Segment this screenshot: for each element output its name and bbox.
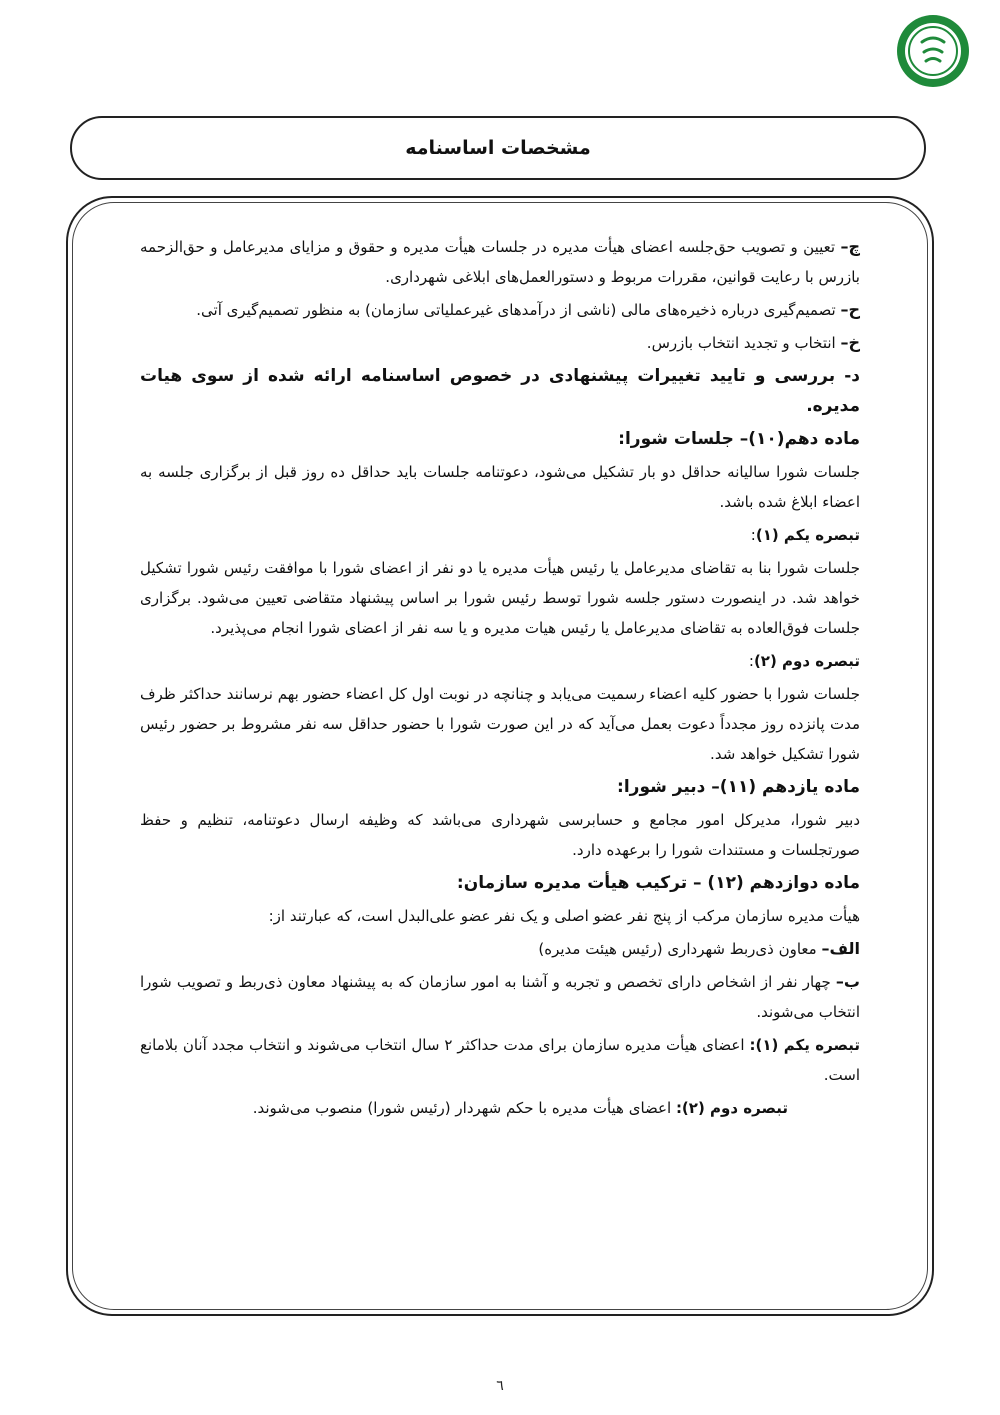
article-12-note-2-lead: تبصره دوم (۲): xyxy=(675,1099,788,1117)
article-11-heading: ماده یازدهم (۱۱)– دبیر شورا: xyxy=(617,777,860,797)
clause-che-lead: چ– xyxy=(840,237,860,256)
clause-dal: د- بررسی و تایید تغییرات پیشنهادی در خصوص اساسنامه ارائه شده از سوی هیات مدیره. xyxy=(140,366,860,416)
item-be xyxy=(140,967,860,1027)
article-12-text: هیأت مدیره سازمان مرکب از پنج نفر عضو اصلی و یک نفر عضو علی‌البدل است، که عبارتند از: xyxy=(268,907,860,925)
note-1-suffix: : xyxy=(750,526,756,544)
clause-che xyxy=(140,232,860,292)
item-alef-text: معاون ذی‌ربط شهرداری (رئیس هیئت مدیره) xyxy=(538,940,822,958)
article-12-note-1 xyxy=(140,1030,860,1090)
article-12-note-1-lead: تبصره یکم (۱): xyxy=(749,1036,861,1054)
municipality-logo-icon xyxy=(894,12,972,90)
item-be-lead: ب– xyxy=(835,972,860,991)
item-alef-lead: الف– xyxy=(821,939,860,958)
note-1-heading xyxy=(140,520,860,550)
clause-che-text: تعیین و تصویب حق‌جلسه اعضای هیأت مدیره در جلسات هیأت مدیره و حقوق و مزایای مدیرعامل و حق‌الزحمه بازرس با رعایت قوانین، مقررات مربوط و دستورالعمل‌های ابلاغی شهرداری. xyxy=(140,238,860,286)
note-1-label: تبصره یکم (۱) xyxy=(755,526,860,544)
article-10-text: جلسات شورا سالیانه حداقل دو بار تشکیل می‌شود، دعوتنامه جلسات باید حداقل ده روز قبل از برگزاری جلسه به اعضاء ابلاغ شده باشد. xyxy=(140,463,860,511)
note-2-text: جلسات شورا با حضور کلیه اعضاء رسمیت می‌یابد و چنانچه در نوبت اول کل اعضاء حضور بهم نرسانند حداکثر ظرف مدت پانزده روز مجدداً دعوت بعمل می‌آید که در این صورت شورا با حضور حداقل سه نفر مشروط بر حضور رئیس شورا تشکیل خواهد شد. xyxy=(140,685,860,763)
note-1-text: جلسات شورا بنا به تقاضای مدیرعامل یا رئیس هیأت مدیره یا دو نفر از اعضای شورا با موافقت رئیس شورا تشکیل خواهد شد. در اینصورت دستور جلسه شورا توسط رئیس شورا بر اساس پیشنهاد متقاضی تعیین می‌شود. برگزاری جلسات فوق‌العاده به تقاضای مدیرعامل یا رئیس هیات مدیره و یا سه نفر از اعضای شورا انجام می‌پذیرد. xyxy=(140,559,860,637)
clause-he-lead: ح– xyxy=(840,300,860,319)
clause-he xyxy=(140,295,860,325)
clause-khe xyxy=(140,328,860,358)
article-12-note-1-text: اعضای هیأت مدیره سازمان برای مدت حداکثر ۲ سال انتخاب می‌شوند و انتخاب مجدد آنان بلامانع است. xyxy=(140,1036,860,1084)
page-number: ٦ xyxy=(496,1378,504,1394)
clause-khe-lead: خ– xyxy=(840,333,860,352)
note-2-heading xyxy=(140,646,860,676)
header-box xyxy=(70,116,926,180)
item-be-text: چهار نفر از اشخاص دارای تخصص و تجربه و آشنا به امور سازمان که به پیشنهاد معاون ذی‌ربط و تصویب شورا انتخاب می‌شوند. xyxy=(140,973,860,1021)
article-10-heading: ماده دهم(۱۰)– جلسات شورا: xyxy=(618,429,860,449)
article-12-note-2 xyxy=(140,1093,860,1123)
note-2-suffix: : xyxy=(748,652,754,670)
article-12-heading: ماده دوازدهم (۱۲) – ترکیب هیأت مدیره سازمان: xyxy=(456,873,860,893)
document-body xyxy=(140,232,860,1126)
article-12-note-2-text: اعضای هیأت مدیره با حکم شهردار (رئیس شورا) منصوب می‌شوند. xyxy=(252,1099,676,1117)
clause-he-text: تصمیم‌گیری درباره ذخیره‌های مالی (ناشی از درآمدهای غیرعملیاتی سازمان) به منظور تصمیم‌گیری آتی. xyxy=(196,301,841,319)
article-11-text: دبیر شورا، مدیرکل امور مجامع و حسابرسی شهرداری می‌باشد که وظیفه ارسال دعوتنامه، تنظیم و حفظ صورتجلسات و مستندات شورا را برعهده دارد. xyxy=(140,811,860,859)
clause-khe-text: انتخاب و تجدید انتخاب بازرس. xyxy=(646,334,841,352)
item-alef xyxy=(140,934,860,964)
note-2-label: تبصره دوم (۲) xyxy=(753,652,860,670)
page-title: مشخصات اساسنامه xyxy=(405,137,591,159)
